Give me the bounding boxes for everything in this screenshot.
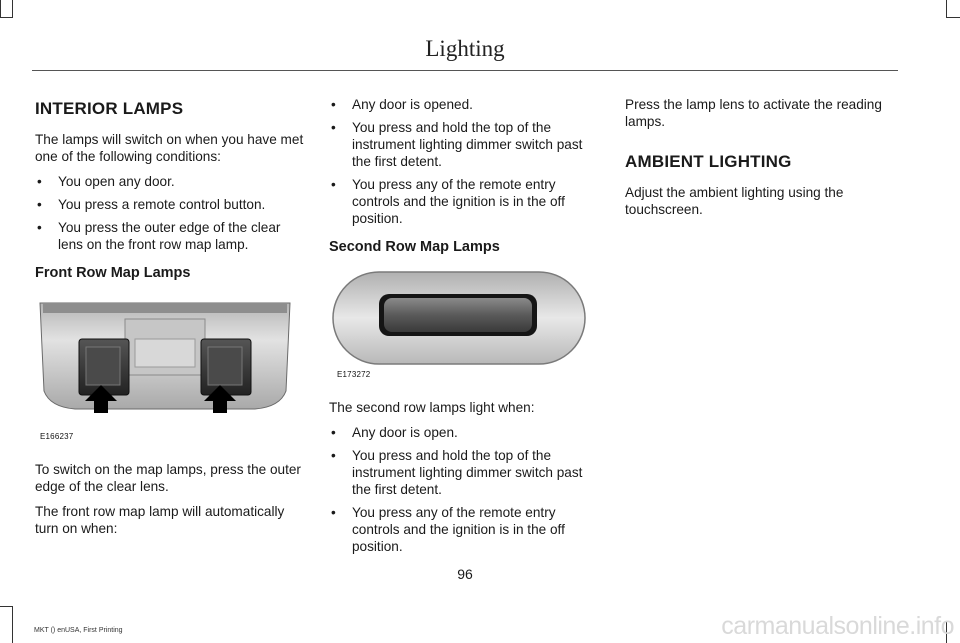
intro-paragraph: The lamps will switch on when you have met one of the following conditions: [35, 132, 304, 164]
conditions-list [35, 173, 305, 253]
crop-mark [12, 0, 13, 17]
crop-mark [0, 0, 1, 17]
footer-text: MKT () enUSA, First Printing [34, 627, 123, 634]
list-item: • Any door is open. [329, 424, 595, 441]
crop-mark [946, 17, 960, 18]
paragraph: Adjust the ambient lighting using the touchscreen. [625, 185, 844, 217]
subheading-second-row-map-lamps: Second Row Map Lamps [329, 239, 500, 255]
section-heading-ambient-lighting: AMBIENT LIGHTING [625, 152, 792, 171]
list-item: • You press the outer edge of the clear lens on the front row map lamp. [35, 219, 305, 253]
paragraph: To switch on the map lamps, press the outer edge of the clear lens. [35, 462, 301, 494]
paragraph: The front row map lamp will automatically turn on when: [35, 504, 285, 536]
list-item: • You press and hold the top of the instrument lighting dimmer switch past the first detent. [329, 119, 595, 170]
list-item: • You press any of the remote entry controls and the ignition is in the off position. [329, 504, 595, 555]
header-divider [32, 70, 898, 71]
paragraph: Press the lamp lens to activate the reading lamps. [625, 97, 882, 129]
crop-mark [0, 606, 13, 607]
list-item: • Any door is opened. [329, 96, 595, 113]
list-item: • You press and hold the top of the instrument lighting dimmer switch past the first detent. [329, 447, 595, 498]
conditions-list [329, 424, 595, 555]
paragraph: The second row lamps light when: [329, 400, 535, 415]
column-2 [329, 96, 595, 563]
figure-code: E166237 [40, 432, 74, 441]
watermark: carmanualsonline.info [721, 612, 954, 640]
crop-mark [0, 17, 13, 18]
crop-mark [946, 0, 947, 17]
list-item: • You press any of the remote entry controls and the ignition is in the off position. [329, 176, 595, 227]
front-map-lamp-illustration [35, 295, 297, 447]
section-heading-interior-lamps: INTERIOR LAMPS [35, 99, 184, 118]
list-item: • You press a remote control button. [35, 196, 305, 213]
subheading-front-row-map-lamps: Front Row Map Lamps [35, 265, 191, 281]
page-title: Lighting [425, 36, 505, 61]
second-row-lamp-illustration [329, 269, 591, 369]
figure-code: E173272 [337, 370, 371, 379]
column-1 [35, 96, 305, 545]
conditions-list [329, 96, 595, 227]
list-item: • You open any door. [35, 173, 305, 190]
column-3 [625, 96, 900, 226]
crop-mark [12, 606, 13, 643]
page-number: 96 [457, 566, 473, 582]
front-map-lamp-figure [35, 295, 297, 447]
second-row-lamp-figure [329, 269, 591, 389]
